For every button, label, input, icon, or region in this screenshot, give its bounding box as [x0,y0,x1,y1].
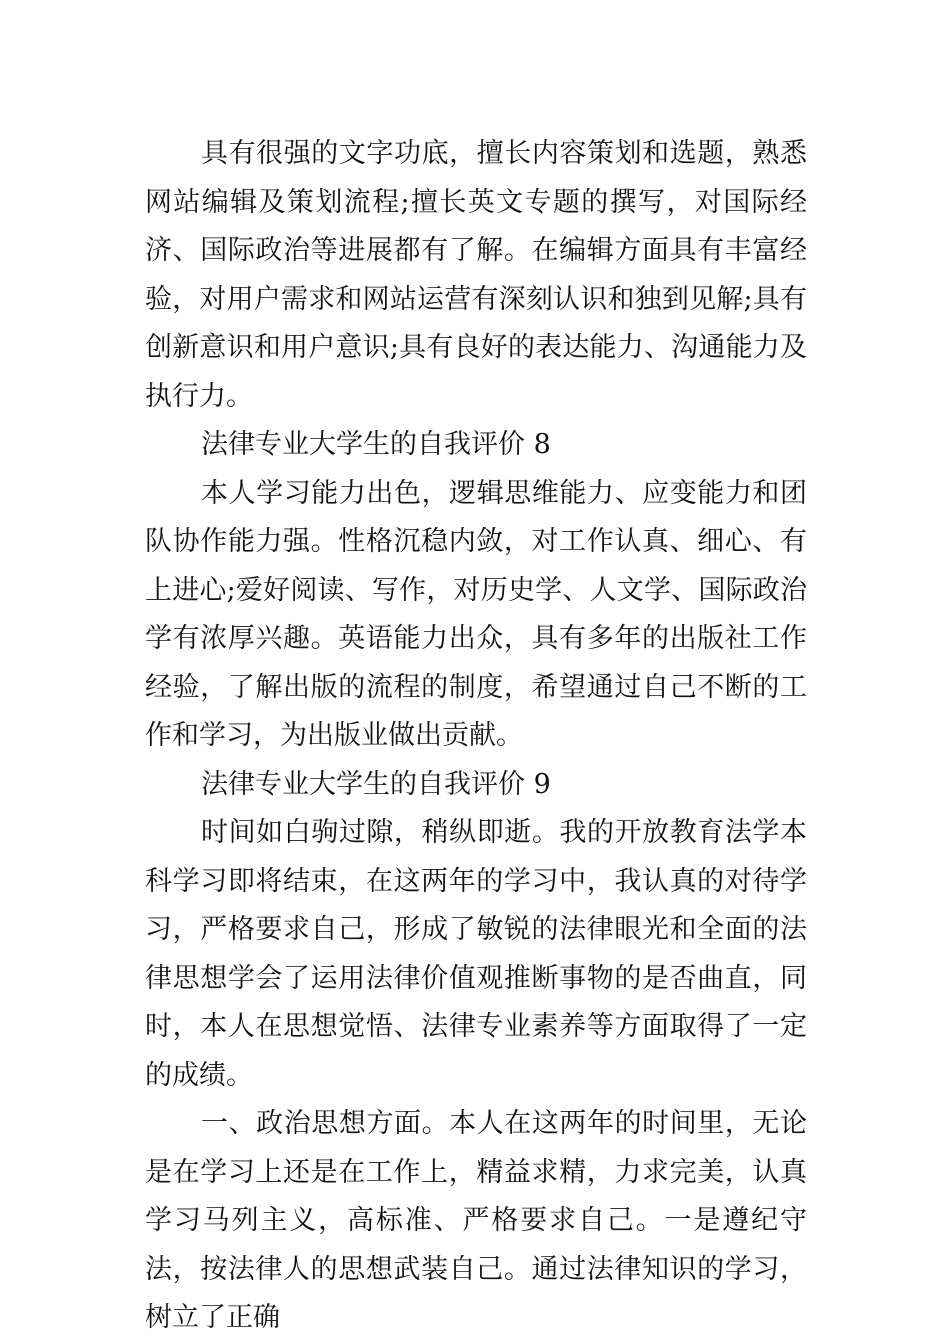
section-heading-8: 法律专业大学生的自我评价 8 [201,429,551,460]
paragraph-1: 具有很强的文字功底，擅长内容策划和选题，熟悉网站编辑及策划流程;擅长英文专题的撰写，对国际经济、国际政治等进展都有了解。在编辑方面具有丰富经验，对用户需求和网站运营有深刻认识和独到见解;具有创新意识和用户意识;具有良好的表达能力、沟通能力及执行力。 [145,138,807,412]
document-body [145,130,807,1343]
paragraph-3: 时间如白驹过隙，稍纵即逝。我的开放教育法学本科学习即将结束，在这两年的学习中，我认真的对待学习，严格要求自己，形成了敏锐的法律眼光和全面的法律思想学会了运用法律价值观推断事物的是否曲直，同时，本人在思想觉悟、法律专业素养等方面取得了一定的成绩。 [145,817,807,1091]
paragraph-2: 本人学习能力出色，逻辑思维能力、应变能力和团队协作能力强。性格沉稳内敛，对工作认真、细心、有上进心;爱好阅读、写作，对历史学、人文学、国际政治学有浓厚兴趣。英语能力出众，具有多年的出版社工作经验，了解出版的流程的制度，希望通过自己不断的工作和学习，为出版业做出贡献。 [145,477,807,751]
section-heading-9: 法律专业大学生的自我评价 9 [201,768,551,800]
paragraph-4: 一、政治思想方面。本人在这两年的时间里，无论是在学习上还是在工作上，精益求精，力求完美，认真学习马列主义，高标准、严格要求自己。一是遵纪守法，按法律人的思想武装自己。通过法律知识的学习，树立了正确 [145,1108,807,1333]
